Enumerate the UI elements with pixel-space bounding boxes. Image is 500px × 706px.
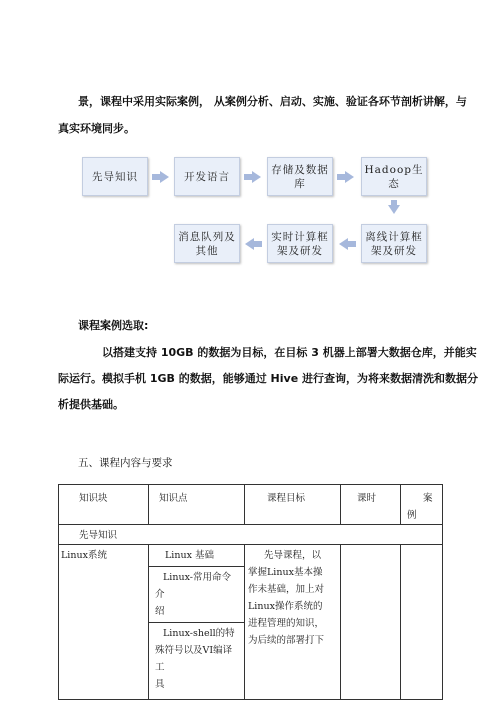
linux-case-cell <box>401 545 443 700</box>
course-content-table <box>58 484 443 700</box>
flow-arrow-1-stem <box>152 174 160 180</box>
case-line-2: 际运行。模拟手机 1GB 的数据，能够通过 Hive 进行查询，为将来数据清洗和数据分 <box>58 372 478 385</box>
flow-arrow-3-stem <box>337 174 345 180</box>
flow-arrow-1 <box>160 171 169 183</box>
linux-points-cell <box>149 545 245 700</box>
table-row <box>59 545 443 700</box>
flow-step-1: 先导知识 <box>82 157 148 196</box>
linux-block-cell: Linux系统 <box>59 545 149 700</box>
section-5-title: 五、课程内容与要求 <box>78 457 173 469</box>
flow-step-4: Hadoop生 态 <box>361 157 427 196</box>
header-case: 案 例 <box>401 485 443 525</box>
linux-goal-cell: 先导课程，以 掌握Linux基本操 作未基础，加上对 Linux操作系统的 进程管理的知识， 为后续的部署打下 <box>245 545 341 700</box>
flow-arrow-3 <box>345 171 354 183</box>
header-hours: 课时 <box>341 485 401 525</box>
intro-line-2: 真实环境同步。 <box>58 122 135 135</box>
linux-point-3: Linux-shell的特 殊符号以及VI编译工 具 <box>155 628 235 690</box>
flow-arrow-6 <box>245 238 254 250</box>
flow-arrow-2-stem <box>244 174 252 180</box>
case-line-3: 析提供基础。 <box>58 398 124 411</box>
linux-point-1: Linux 基础 <box>149 545 244 567</box>
intro-line-1: 景，课程中采用实际案例， 从案例分析、启动、实施、验证各环节剖析讲解，与 <box>78 95 467 108</box>
table-section-row <box>59 525 443 545</box>
linux-hours-cell <box>341 545 401 700</box>
linux-point-2: Linux-常用命令介 绍 <box>149 567 244 623</box>
flow-arrow-5-stem <box>348 241 356 247</box>
flow-step-2: 开发语言 <box>174 157 240 196</box>
case-line-1: 以搭建支持 10GB 的数据为目标，在目标 3 机器上部署大数据仓库，并能实 <box>102 346 477 359</box>
header-knowledge-point: 知识点 <box>149 485 245 525</box>
flow-step-7: 消息队列及 其他 <box>174 224 240 263</box>
header-course-goal: 课程目标 <box>245 485 341 525</box>
flow-arrow-2 <box>252 171 261 183</box>
table-header-row <box>59 485 443 525</box>
flow-step-5: 离线计算框 架及研发 <box>361 224 427 263</box>
flow-arrow-5 <box>339 238 348 250</box>
header-knowledge-block: 知识块 <box>59 485 149 525</box>
flow-arrow-4 <box>388 205 400 214</box>
flow-step-3: 存储及数据 库 <box>267 157 333 196</box>
flow-arrow-6-stem <box>254 241 262 247</box>
case-title: 课程案例选取: <box>78 319 149 332</box>
flow-step-6: 实时计算框 架及研发 <box>267 224 333 263</box>
section-row-intro-knowledge: 先导知识 <box>59 525 443 545</box>
